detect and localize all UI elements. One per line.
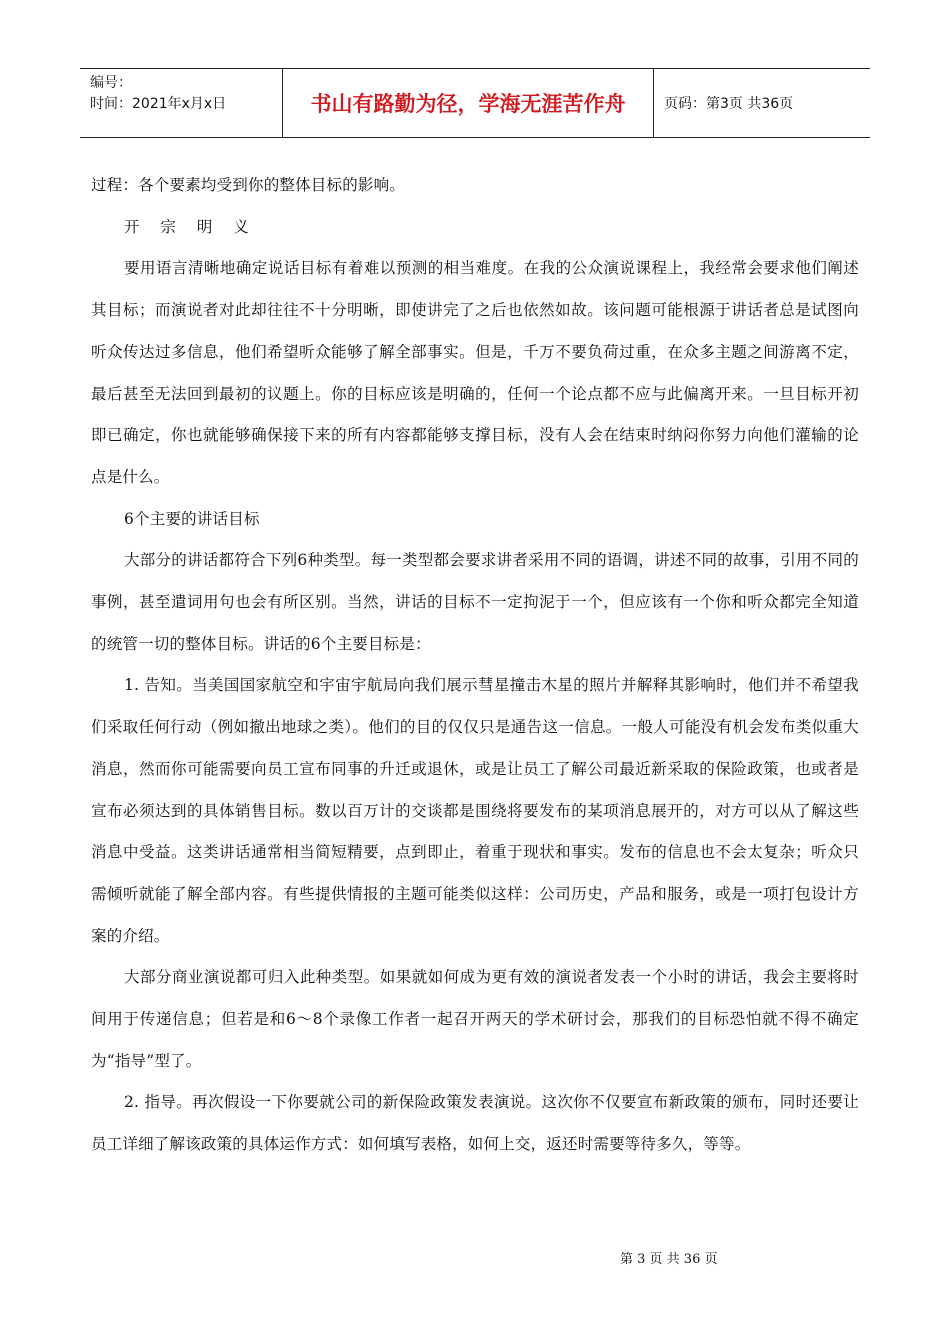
document-body: [91, 165, 859, 1166]
header-meta: [80, 69, 282, 137]
paragraph: 大部分商业演说都可归入此种类型。如果就如何成为更有效的演说者发表一个小时的讲话，我会主要将时间用于传递信息；但若是和6～8个录像工作者一起召开两天的学术研讨会，那我们的目标恐怕就不得不确定为“指导”型了。: [91, 968, 859, 1070]
serial-label: 编号：: [90, 75, 132, 91]
section-heading: 开 宗 明 义: [124, 217, 257, 236]
page-footer: 第 3 页 共 36 页: [620, 1252, 718, 1267]
header-page-info: 页码：第3页 共36页: [664, 96, 794, 112]
page-header: [80, 68, 870, 138]
paragraph: 2. 指导。再次假设一下你要就公司的新保险政策发表演说。这次你不仅要宣布新政策的颁布，同时还要让员工详细了解该政策的具体运作方式：如何填写表格，如何上交，返还时需要等待多久，等等。: [91, 1093, 859, 1154]
paragraph: 大部分的讲话都符合下列6种类型。每一类型都会要求讲者采用不同的语调，讲述不同的故事，引用不同的事例，甚至遣词用句也会有所区别。当然，讲话的目标不一定拘泥于一个，但应该有一个你和听众都完全知道的统管一切的整体目标。讲话的6个主要目标是：: [91, 551, 859, 653]
header-motto: 书山有路勤为径，学海无涯苦作舟: [282, 69, 654, 137]
time-label: 时间：2021年x月x日: [90, 96, 227, 112]
section-heading: 6个主要的讲话目标: [124, 509, 260, 528]
paragraph: 要用语言清晰地确定说话目标有着难以预测的相当难度。在我的公众演说课程上，我经常会要求他们阐述其目标；而演说者对此却往往不十分明晰，即使讲完了之后也依然如故。该问题可能根源于讲话者总是试图向听众传达过多信息，他们希望听众能够了解全部事实。但是，千万不要负荷过重，在众多主题之间游离不定，最后甚至无法回到最初的议题上。你的目标应该是明确的，任何一个论点都不应与此偏离开来。一旦目标开初即已确定，你也就能够确保接下来的所有内容都能够支撑目标，没有人会在结束时纳闷你努力向他们灌输的论点是什么。: [91, 259, 859, 486]
paragraph: 过程：各个要素均受到你的整体目标的影响。: [91, 176, 406, 194]
paragraph: 1. 告知。当美国国家航空和宇宙宇航局向我们展示彗星撞击木星的照片并解释其影响时，他们并不希望我们采取任何行动（例如撤出地球之类）。他们的目的仅仅只是通告这一信息。一般人可能没有机会发布类似重大消息，然而你可能需要向员工宣布同事的升迁或退休，或是让员工了解公司最近新采取的保险政策，也或者是宣布必须达到的具体销售目标。数以百万计的交谈都是围绕将要发布的某项消息展开的，对方可以从了解这些消息中受益。这类讲话通常相当简短精要，点到即止，着重于现状和事实。发布的信息也不会太复杂；听众只需倾听就能了解全部内容。有些提供情报的主题可能类似这样：公司历史，产品和服务，或是一项打包设计方案的介绍。: [91, 676, 859, 945]
